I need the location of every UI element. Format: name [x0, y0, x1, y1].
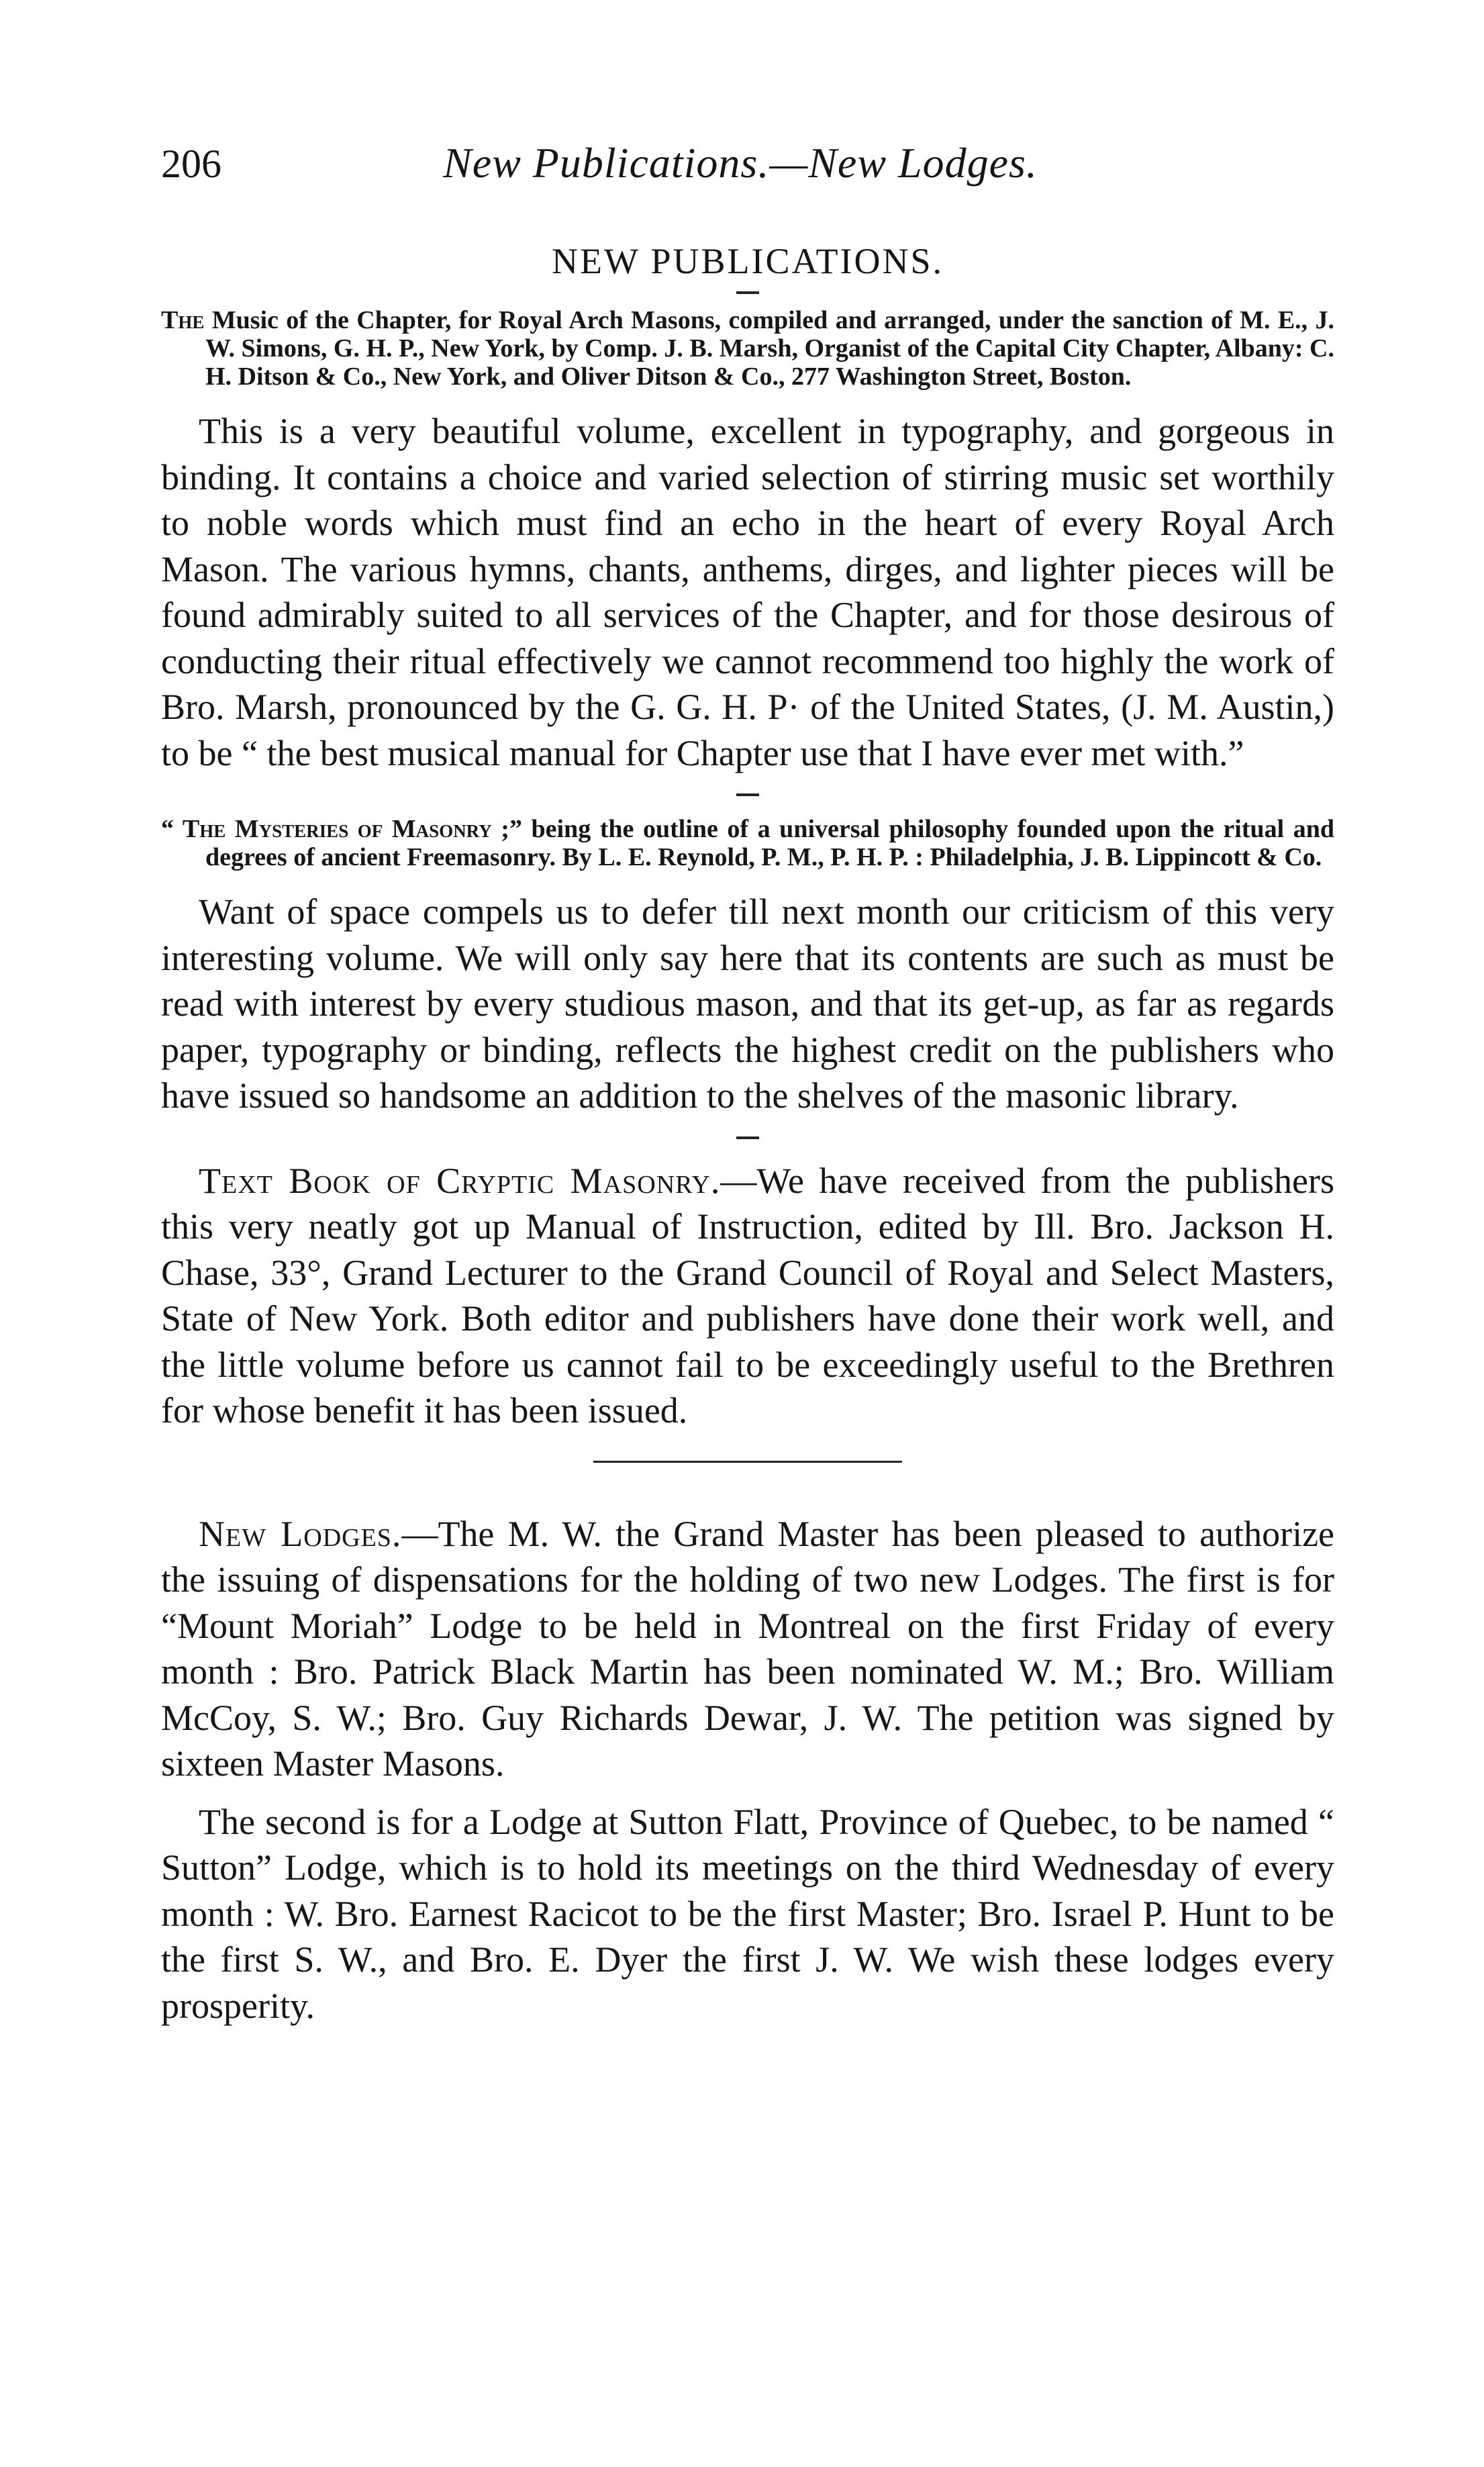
citation-lead: The [161, 306, 205, 334]
heading-dash [736, 291, 759, 294]
section-heading: NEW PUBLICATIONS. [551, 241, 944, 281]
notice-lead: Text Book of Cryptic Masonry. [199, 1160, 721, 1201]
separator-dash [736, 793, 759, 796]
new-lodges-section [161, 1511, 1334, 2029]
separator-dash [736, 1136, 759, 1139]
running-head [161, 114, 1334, 188]
citation-text: Music of the Chapter, for Royal Arch Masons, compiled and arranged, under the sanction of M. E., J. W. Simons, G. H. P., New York, by Comp. J. B. Marsh, Organist of the Capital City Chapter, Albany: C. H. Ditson & Co., New York, and Oliver Ditson & Co., 277 Washington Street, Boston. [205, 306, 1334, 391]
notice-text: —We have received from the publishers this very neatly got up Manual of Instruction, edited by Ill. Bro. Jackson H. Chase, 33°, Grand Lecturer to the Grand Council of Royal and Select Masters, State of New York. Both editor and publishers have done their work well, and the little volume before us cannot fail to be exceedingly useful to the Brethren for whose benefit it has been issued. [161, 1160, 1335, 1431]
citation-text: being the outline of a universal philosophy founded upon the ritual and degrees of ancient Freemasonry. By L. E. Reynold, P. M., P. H. P. : Philadelphia, J. B. Lippincott & Co. [205, 815, 1334, 871]
new-lodges-para-2: The second is for a Lodge at Sutton Flatt, Province of Quebec, to be named “ Sutton” Lodge, which is to hold its meetings on the third Wednesday of every month : W. Bro. Earnest Racicot to be the first Master; Bro. Israel P. Hunt to be the first S. W., and Bro. E. Dyer the first J. W. We wish these lodges every prosperity. [161, 1801, 1334, 2026]
running-title: New Publications.—New Lodges. [443, 139, 1038, 187]
new-publications-section [161, 240, 1334, 1434]
citation-lead: “ The Mysteries of Masonry ;” [161, 815, 522, 843]
document-page [161, 114, 1334, 2029]
section-rule [593, 1461, 902, 1463]
new-lodges-lead: New Lodges. [199, 1513, 402, 1554]
publication-review-1: This is a very beautiful volume, excellent in typography, and gorgeous in binding. It contains a choice and varied selection of stirring music set worthily to noble words which must find an echo in the heart of every Royal Arch Mason. The various hymns, chants, anthems, dirges, and lighter pieces will be found admirably suited to all services of the Chapter, and for those desirous of conducting their ritual effectively we cannot recommend too highly the work of Bro. Marsh, pronounced by the G. G. H. P· of the United States, (J. M. Austin,) to be “ the best musical manual for Chapter use that I have ever met with.” [161, 411, 1334, 773]
new-lodges-text: —The M. W. the Grand Master has been pleased to authorize the issuing of dispensations for the holding of two new Lodges. The first is for “Mount Moriah” Lodge to be held in Montreal on the first Friday of every month : Bro. Patrick Black Martin has been nominated W. M.; Bro. William McCoy, S. W.; Bro. Guy Richards Dewar, J. W. The petition was signed by sixteen Master Masons. [161, 1513, 1335, 1784]
page-number: 206 [161, 142, 221, 186]
new-lodges-para-1 [161, 1511, 1334, 1787]
publication-review-2: Want of space compels us to defer till next month our criticism of this very interesting volume. We will only say here that its contents are such as must be read with interest by every studious mason, and that its get-up, as far as regards paper, typography or binding, reflects the highest credit on the publishers who have issued so handsome an addition to the shelves of the masonic library. [161, 891, 1334, 1116]
publication-citation-1 [161, 306, 1334, 391]
publication-citation-2 [161, 815, 1334, 871]
publication-notice-3 [161, 1158, 1334, 1434]
